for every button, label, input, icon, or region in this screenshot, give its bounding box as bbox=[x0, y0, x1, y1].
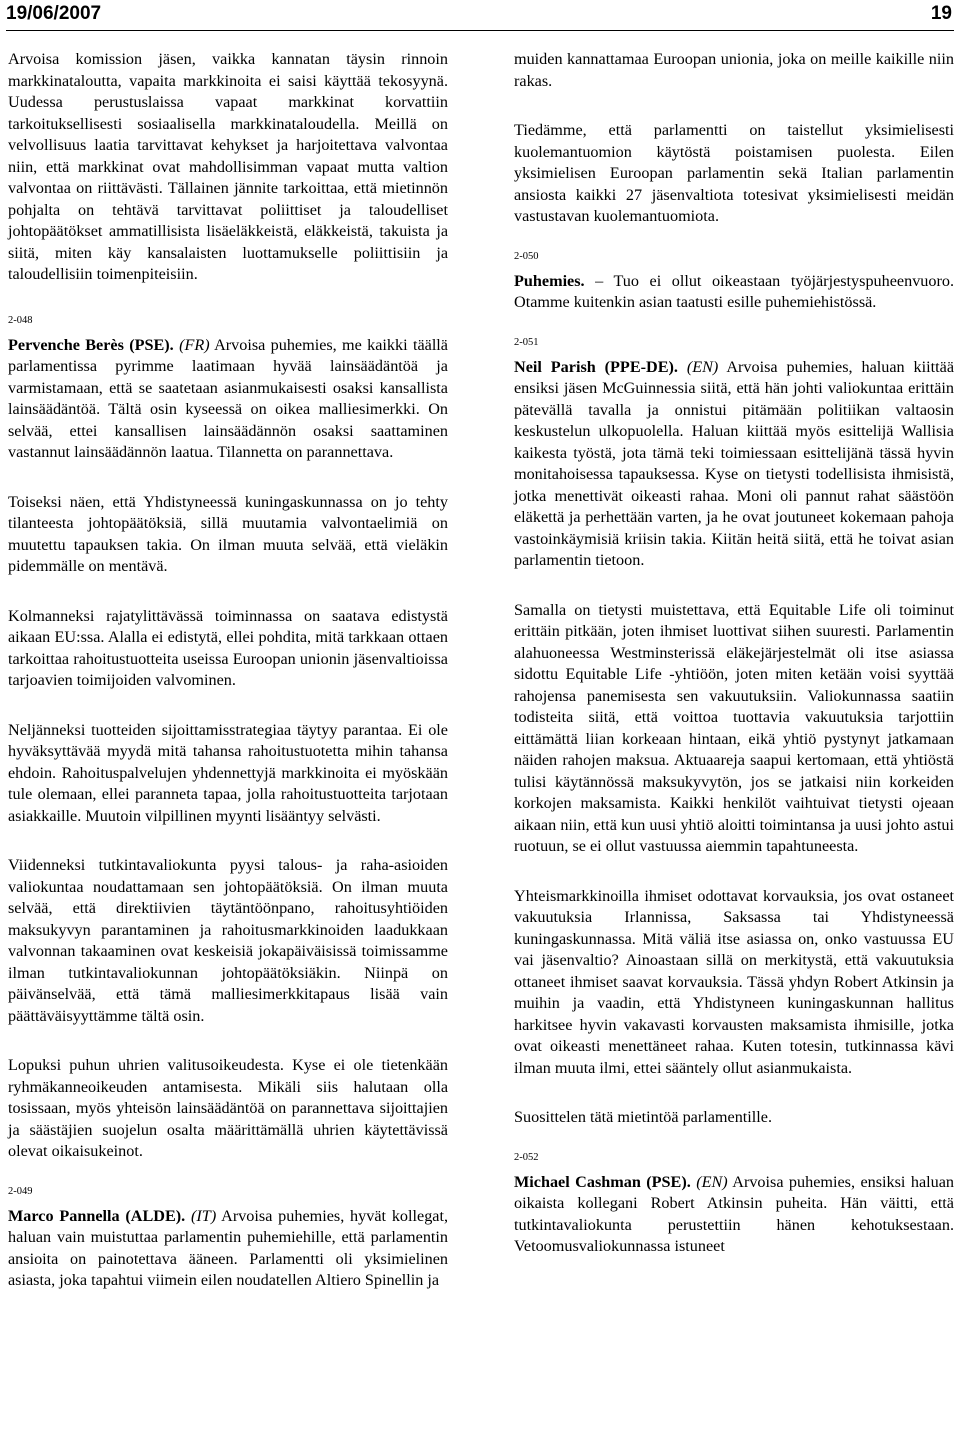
paragraph: muiden kannattamaa Euroopan unionia, joka on meille kaikille niin rakas. bbox=[514, 50, 954, 90]
language-tag: (IT) bbox=[191, 1206, 217, 1225]
paragraph: Suosittelen tätä mietintöä parlamentille. bbox=[514, 1108, 773, 1126]
item-number: 2-052 bbox=[514, 1151, 539, 1163]
speech-paragraph bbox=[514, 271, 954, 314]
speech-text: Arvoisa puhemies, me kaikki täällä parlamentissa pyrimme laatimaan hyvää lainsäädäntöä ja varmistamaan, että se saatetaan asianmukaisesti osaksi kansallista lainsäädäntöä. Tältä osin kyseessä on oikea malliesimerkki. On selvää, ettei kansallisen lainsäädännön osaksi saattaminen vastannut lainsäädännön laatua. Tilannetta on parannettava. bbox=[8, 335, 448, 461]
paragraph: Viidenneksi tutkintavaliokunta pyysi talous- ja raha-asioiden valiokuntaa noudattamaan sen johtopäätöksiä. On ilman muuta selvää, että direktiivien täytäntöönpano, rahoitusyhtiöiden maksukyvyn parantaminen ja rahoitusmarkkinoiden laadukkaan valvonnan takaaminen ovat keskeisiä jokapäiväisissä toimissamme ilman tutkintavaliokunnan johtopäätöksiäkin. Niinpä on päivänselvää, että tämä malliesimerkkitapaus lisää vain päättäväisyyttämme tältä osin. bbox=[8, 856, 448, 1025]
speech-text: Arvoisa puhemies, haluan kiittää ensiksi jäsen McGuinnessia siitä, että hän johti valiokuntaa erittäin pätevällä tavalla ja onnistui pitämään politiikan valtaosin keskustelun ulkopuolella. Haluan kiittää myös esittelijä Wallisia kaikesta työstä, jota tämä teki toimiessaan esittelijänä tässä hyvin monitahoisessa tapauksessa. Kyse on tietysti todellisista ihmisistä, jotka menettivät oikeasti rahaa. Moni oli pannut rahat säästöön eläkettä ja perhettään varten, ja he ovat joutuneet kokemaan pahoja vastoinkäymisiä kriisin takia. Kiitän heitä siitä, että he toivat asian parlamentin tietoon. bbox=[514, 357, 955, 569]
speech-paragraph bbox=[8, 335, 448, 464]
language-tag: (FR) bbox=[179, 335, 210, 354]
right-column bbox=[514, 49, 954, 1286]
speaker-name: Michael Cashman (PSE). bbox=[514, 1172, 691, 1191]
item-number: 2-051 bbox=[514, 336, 539, 348]
item-number: 2-048 bbox=[8, 314, 33, 326]
speaker-name: Marco Pannella (ALDE). bbox=[8, 1206, 186, 1225]
speaker-name: Neil Parish (PPE-DE). bbox=[514, 357, 678, 376]
speech-paragraph bbox=[8, 1206, 448, 1292]
paragraph: Yhteismarkkinoilla ihmiset odottavat korvauksia, jos ovat ostaneet vakuutuksia Irlannissa, Saksassa tai Yhdistyneessä kuningaskunnassa. Mitä väliä itse asiassa on, onko vastuussa EU vai jäsenvaltio? Ainoastaan sillä on merkitystä, että vakuutuksia ottaneet ihmiset saavat korvauksia. Tässä yhdyn Robert Atkinsin ja muihin ja vaadin, että Yhdistyneen kuningaskunnan hallitus harkitsee hyvin vakavasti korvausten maksamista ihmisille, jotka ovat oikeasti menettäneet rahaa. Kuten totesin, tutkinnassa kävi ilman muuta ilmi, ettei sääntely ollut asianmukaista. bbox=[514, 886, 954, 1077]
speech-text: Arvoisa puhemies, ensiksi haluan oikaista kollegani Robert Atkinsin puheita. Hän väitti, että tutkintavaliokunta perustettiin hänen kehotuksestaan. Vetoomusvaliokunnassa istuneet bbox=[514, 1172, 955, 1255]
paragraph: Kolmanneksi rajatylittävässä toiminnassa on saatava edistystä aikaan EU:ssa. Alalla ei edistytä, ellei pohdita, mitä tarkkaan ottaen tarkoittaa rahoitustuotteita useissa Euroopan unionin jäsenvaltioissa tarjoavien toimijoiden valvominen. bbox=[8, 606, 448, 689]
speaker-name: Pervenche Berès (PSE). bbox=[8, 335, 174, 354]
speech-text: – Tuo ei ollut oikeastaan työjärjestyspuheenvuoro. Otamme kuitenkin asian taatusti esille puhemiehistössä. bbox=[514, 271, 955, 311]
paragraph: Toiseksi näen, että Yhdistyneessä kuningaskunnassa on jo tehty tilanteesta johtopäätöksiä, sillä muutamia valvontaelimiä on muutettu tapauksen takia. On ilman muuta selvää, että vieläkin pidemmälle on mentävä. bbox=[8, 492, 448, 575]
item-number: 2-049 bbox=[8, 1185, 33, 1197]
speaker-name: Puhemies. bbox=[514, 271, 585, 290]
left-column bbox=[8, 49, 448, 1320]
speech-paragraph bbox=[514, 1172, 954, 1258]
paragraph: Arvoisa komission jäsen, vaikka kannatan täysin rinnoin markkinataloutta, vapaita markkinoita ei saisi käyttää tekosyynä. Uudessa perustuslaissa vapaat markkinat korvattiin tarkoituksellisesti sosiaalisella markkinataloudella. Meillä on velvollisuus laatia tarvittavat kehykset ja harjoitettava valvontaa niin, että markkinat ovat mahdollisimman vapaat mutta valtion valvontaa on riittävästi. Tällainen jännite tarkoittaa, että mietinnön pohjalta on tehtävä tarvittavat poliittiset ja taloudelliset johtopäätökset ammatillisista lisäeläkkeistä, eläkkeistä, takuista ja siitä, miten käy kansalaisten luottamukselle poliittisiin ja taloudellisiin toimenpiteisiin. bbox=[8, 50, 448, 283]
speech-paragraph bbox=[514, 357, 954, 572]
paragraph: Samalla on tietysti muistettava, että Equitable Life oli toiminut erittäin pitkään, joten ihmiset luottivat siihen suuresti. Parlamentin alahuoneessa Westminsterissä eläkejärjestelmät oli itse asiassa sidottu Equitable Life -yhtiöön, joten miten ketään voisi syyttää rahojensa panemisesta sen vakuutuksiin. Valiokunnassa saatiin todisteita siitä, että voittoa tuottavia vakuutuksia tarjottiin eittämättä liian korkeaan hintaan, eikä yhtiö pystynyt jatkamaan näiden rahojen maksua. Aktuaareja saapui kertomaan, että yhtiöstä tulisi käytännössä maksukyvytön, jos se jatkaisi niin korkeiden korkojen maksamista. Kaikki henkilöt vaihtuivat tietysti ojeaan aikaan niin, että kun uusi yhtiö aloitti toimintansa ja uusi johto astui ruotuun, se ei ollut vastuussa aiemmin tapahtuneesta. bbox=[514, 600, 954, 855]
language-tag: (EN) bbox=[696, 1172, 728, 1191]
header-date: 19/06/2007 bbox=[6, 3, 102, 24]
item-number: 2-050 bbox=[514, 250, 539, 262]
language-tag: (EN) bbox=[686, 357, 719, 376]
speech-text: Arvoisa puhemies, hyvät kollegat, haluan vain muistuttaa parlamentin puhemiehille, että parlamentin ansioita on painotettava ääneen. Parlamentti oli yksimielinen asiasta, joka tapahtui viimein eilen noudatellen Altiero Spinellin ja bbox=[8, 1206, 449, 1289]
paragraph: Tiedämme, että parlamentti on taistellut yksimielisesti kuolemantuomion käytöstä poistamisen puolesta. Eilen yksimielisen Euroopan parlamentin sekä Italian parlamentin ansiosta kaikki 27 jäsenvaltiota totesivat yksimielisesti meidän vastustavan kuolemantuomiota. bbox=[514, 121, 954, 225]
page-number: 19 bbox=[930, 3, 952, 24]
paragraph: Lopuksi puhun uhrien valitusoikeudesta. Kyse ei ole tietenkään ryhmäkanneoikeuden antamisesta. Mikäli siis halutaan olla tosissaan, myös yhteisön lainsäädäntöä on parannettava sijoittajien ja säästäjien suojelun osalta määrittämällä uhrien käytettävissä olevat oikaisukeinot. bbox=[8, 1056, 448, 1160]
header-rule bbox=[6, 30, 954, 31]
page-header bbox=[6, 0, 952, 30]
paragraph: Neljänneksi tuotteiden sijoittamisstrategiaa täytyy parantaa. Ei ole hyväksyttävää myydä mitä tahansa rahoitustuotetta mihin tahansa ehdoin. Rahoituspalvelujen yhdennettyjä markkinoita ei myöskään tule olemaan, ellei paranneta tapaa, jolla rahoitustuotteita tarjotaan asiakkaille. Muutoin vilpillinen myynti lisääntyy selvästi. bbox=[8, 720, 448, 825]
